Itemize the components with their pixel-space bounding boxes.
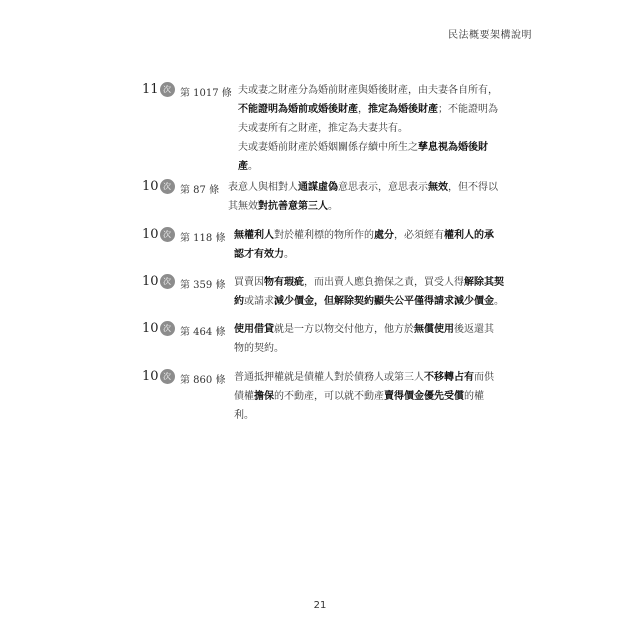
emphasis-term: 認才有效力 — [234, 249, 284, 260]
text-segment: 夫或妻所有之財產，推定為夫妻共有。 — [238, 123, 408, 134]
text-line — [238, 157, 498, 176]
article-number: 第 860 條 — [180, 375, 226, 386]
times-badge-icon: 次 — [160, 369, 175, 384]
frequency-label — [142, 369, 175, 384]
frequency-count: 10 — [142, 321, 159, 336]
emphasis-term: 處分 — [374, 230, 394, 241]
text-line — [234, 292, 504, 311]
text-segment: ，必須經有 — [394, 230, 444, 241]
text-line — [238, 138, 498, 157]
article-number: 第 359 條 — [180, 280, 226, 291]
text-line — [234, 368, 494, 387]
emphasis-term: 無權利人 — [234, 230, 274, 241]
article-text — [238, 81, 498, 176]
text-segment: 利。 — [234, 410, 254, 421]
text-line — [234, 339, 494, 358]
frequency-count: 10 — [142, 369, 159, 384]
article-text — [234, 320, 494, 358]
text-segment: 的權 — [464, 391, 484, 402]
text-segment: 。 — [494, 296, 504, 307]
emphasis-term: 減少價金 — [274, 296, 314, 307]
text-segment: 的不動產，可以就不動產 — [274, 391, 384, 402]
times-badge-icon: 次 — [160, 321, 175, 336]
text-segment: 而供 — [474, 372, 494, 383]
emphasis-term: 約 — [234, 296, 244, 307]
times-badge-icon: 次 — [160, 274, 175, 289]
text-segment: 債權 — [234, 391, 254, 402]
emphasis-term: 產 — [238, 161, 248, 172]
frequency-label — [142, 179, 175, 194]
text-segment: 意思表示，意思表示 — [338, 182, 428, 193]
emphasis-term: 物有瑕疵 — [264, 277, 304, 288]
text-segment: 買賣因 — [234, 277, 264, 288]
emphasis-term: 對抗善意第三人 — [258, 201, 328, 212]
emphasis-term: 無效 — [428, 182, 448, 193]
text-segment: 表意人與相對人 — [228, 182, 298, 193]
text-segment: 對於權利標的物所作的 — [274, 230, 374, 241]
times-badge-icon: 次 — [160, 179, 175, 194]
emphasis-term: 權利人的承 — [444, 230, 494, 241]
text-segment: 或請求 — [244, 296, 274, 307]
text-line — [234, 245, 494, 264]
emphasis-term: 不移轉占有 — [424, 372, 474, 383]
times-badge-icon: 次 — [160, 227, 175, 242]
frequency-count: 10 — [142, 227, 159, 242]
emphasis-term: 推定為婚後財產 — [368, 104, 438, 115]
frequency-count: 11 — [142, 82, 159, 97]
article-number: 第 464 條 — [180, 327, 226, 338]
frequency-label — [142, 321, 175, 336]
text-segment: ，而出賣人應負擔保之責，買受人得 — [304, 277, 464, 288]
text-segment: ；不能證明為 — [438, 104, 498, 115]
emphasis-term: 擔保 — [254, 391, 274, 402]
article-text — [228, 178, 498, 216]
text-segment: 。 — [248, 161, 258, 172]
text-segment: 夫或妻之財產分為婚前財產與婚後財產，由夫妻各自所有， — [238, 85, 498, 96]
text-segment: 其無效 — [228, 201, 258, 212]
emphasis-term: 使用借貸 — [234, 324, 274, 335]
text-segment: 物的契約。 — [234, 343, 284, 354]
text-line — [238, 100, 498, 119]
text-line — [234, 273, 504, 292]
frequency-label — [142, 82, 175, 97]
text-segment: 。 — [284, 249, 294, 260]
article-number: 第 87 條 — [180, 185, 220, 196]
text-segment: ，但不得以 — [448, 182, 498, 193]
article-text — [234, 273, 504, 311]
emphasis-term: ，但解除契約顯失公平僅得請求減少價金 — [314, 296, 494, 307]
frequency-count: 10 — [142, 274, 159, 289]
text-segment: 普通抵押權就是債權人對於債務人或第三人 — [234, 372, 424, 383]
text-segment: 。 — [328, 201, 338, 212]
text-line — [234, 320, 494, 339]
frequency-label — [142, 274, 175, 289]
running-header: 民法概要架構說明 — [448, 30, 532, 41]
text-segment: 就是一方以物交付他方，他方於 — [274, 324, 414, 335]
frequency-count: 10 — [142, 179, 159, 194]
text-segment: 後返還其 — [454, 324, 494, 335]
article-text — [234, 368, 494, 425]
text-segment: ， — [358, 104, 368, 115]
text-line — [238, 119, 498, 138]
text-segment: 夫或妻婚前財產於婚姻關係存續中所生之 — [238, 142, 418, 153]
text-line — [238, 81, 498, 100]
emphasis-term: 通謀虛偽 — [298, 182, 338, 193]
emphasis-term: 賣得價金優先受償 — [384, 391, 464, 402]
text-line — [228, 197, 498, 216]
frequency-label — [142, 227, 175, 242]
emphasis-term: 不能證明為婚前或婚後財產 — [238, 104, 358, 115]
article-number: 第 1017 條 — [180, 88, 232, 99]
text-line — [234, 387, 494, 406]
text-line — [228, 178, 498, 197]
article-number: 第 118 條 — [180, 233, 226, 244]
page-number: 21 — [313, 600, 327, 611]
article-text — [234, 226, 494, 264]
text-line — [234, 406, 494, 425]
emphasis-term: 孳息視為婚後財 — [418, 142, 488, 153]
text-line — [234, 226, 494, 245]
emphasis-term: 無償使用 — [414, 324, 454, 335]
times-badge-icon: 次 — [160, 82, 175, 97]
emphasis-term: 解除其契 — [464, 277, 504, 288]
